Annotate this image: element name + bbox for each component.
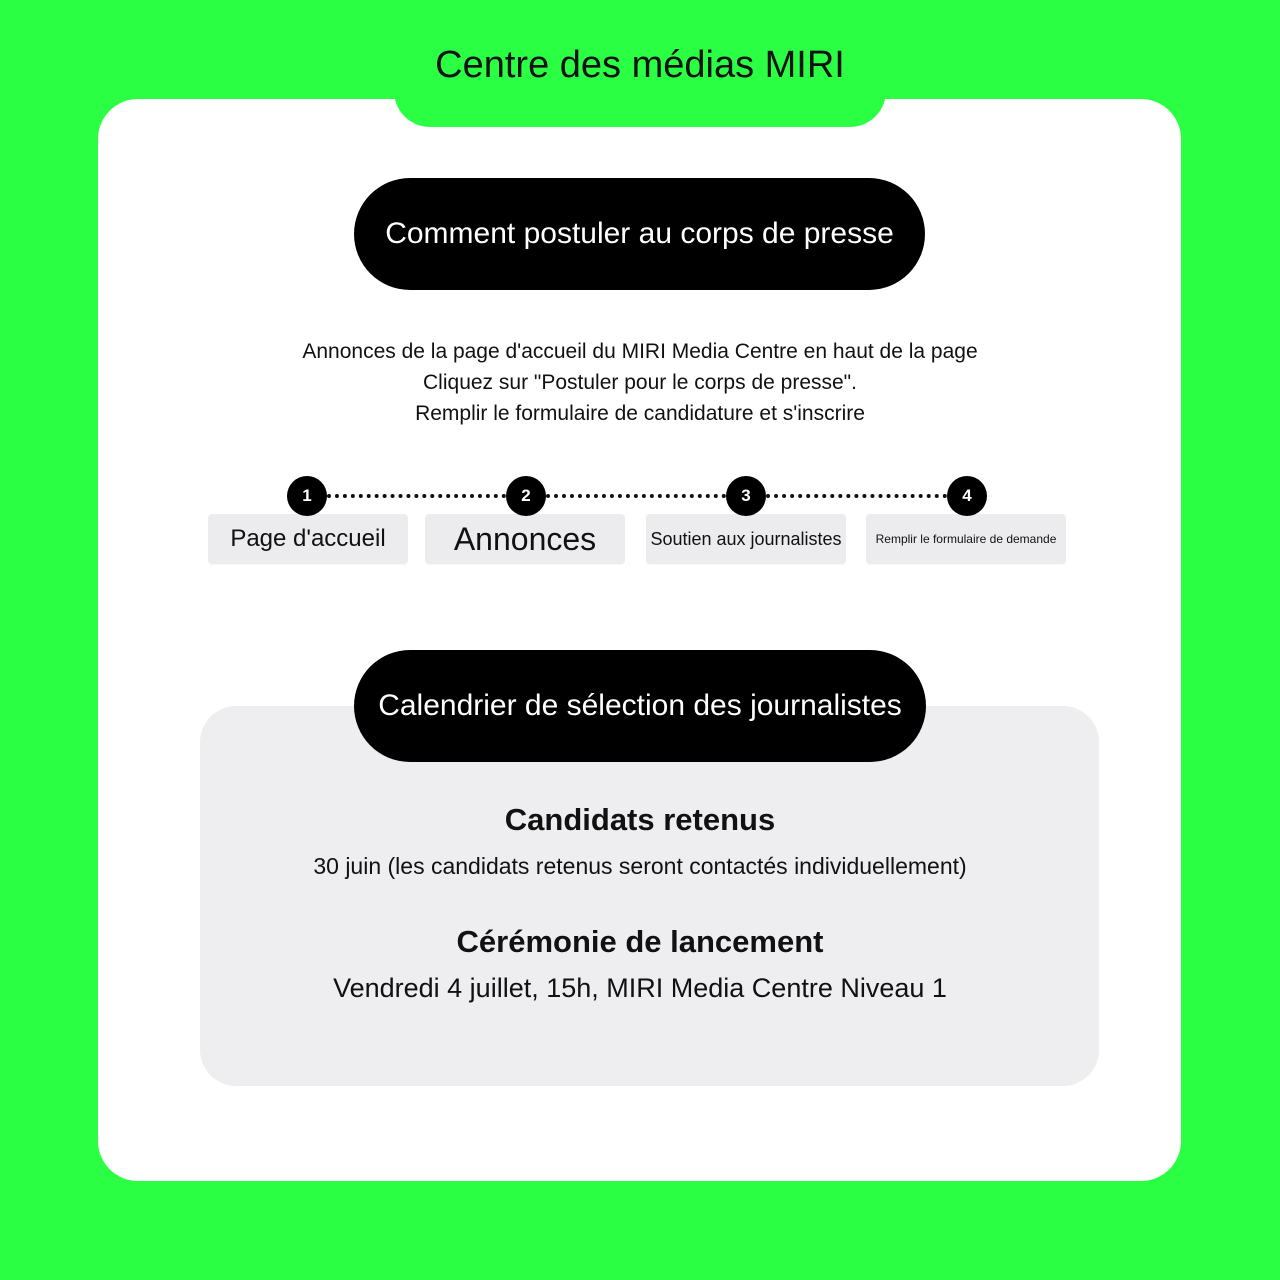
page-title: Centre des médias MIRI [435,44,845,86]
connector-dots [766,494,947,498]
schedule-heading-selected: Candidats retenus [504,802,776,837]
step-number-4: 4 [947,476,987,516]
schedule-heading-ceremony: Cérémonie de lancement [456,924,824,959]
instruction-line: Cliquez sur "Postuler pour le corps de presse". [423,371,857,394]
step-fill-form-button[interactable]: Remplir le formulaire de demande [866,514,1066,564]
step-number-1: 1 [287,476,327,516]
instruction-line: Remplir le formulaire de candidature et s'inscrire [415,402,865,425]
step-journalist-support-button[interactable]: Soutien aux journalistes [646,514,846,564]
schedule-text-ceremony: Vendredi 4 juillet, 15h, MIRI Media Centre Niveau 1 [333,973,947,1003]
schedule-text-selected: 30 juin (les candidats retenus seront contactés individuellement) [313,853,967,879]
step-announcements-button[interactable]: Annonces [425,514,625,564]
step-number-2: 2 [506,476,546,516]
instruction-line: Annonces de la page d'accueil du MIRI Media Centre en haut de la page [302,340,978,363]
steps-timeline [0,0,1280,600]
connector-dots [546,494,726,498]
schedule-section-title: Calendrier de sélection des journalistes [354,650,926,762]
step-homepage-button[interactable]: Page d'accueil [208,514,408,564]
apply-section-title: Comment postuler au corps de presse [354,178,925,290]
connector-dots [327,494,506,498]
schedule-panel [200,706,1099,1086]
step-number-3: 3 [726,476,766,516]
